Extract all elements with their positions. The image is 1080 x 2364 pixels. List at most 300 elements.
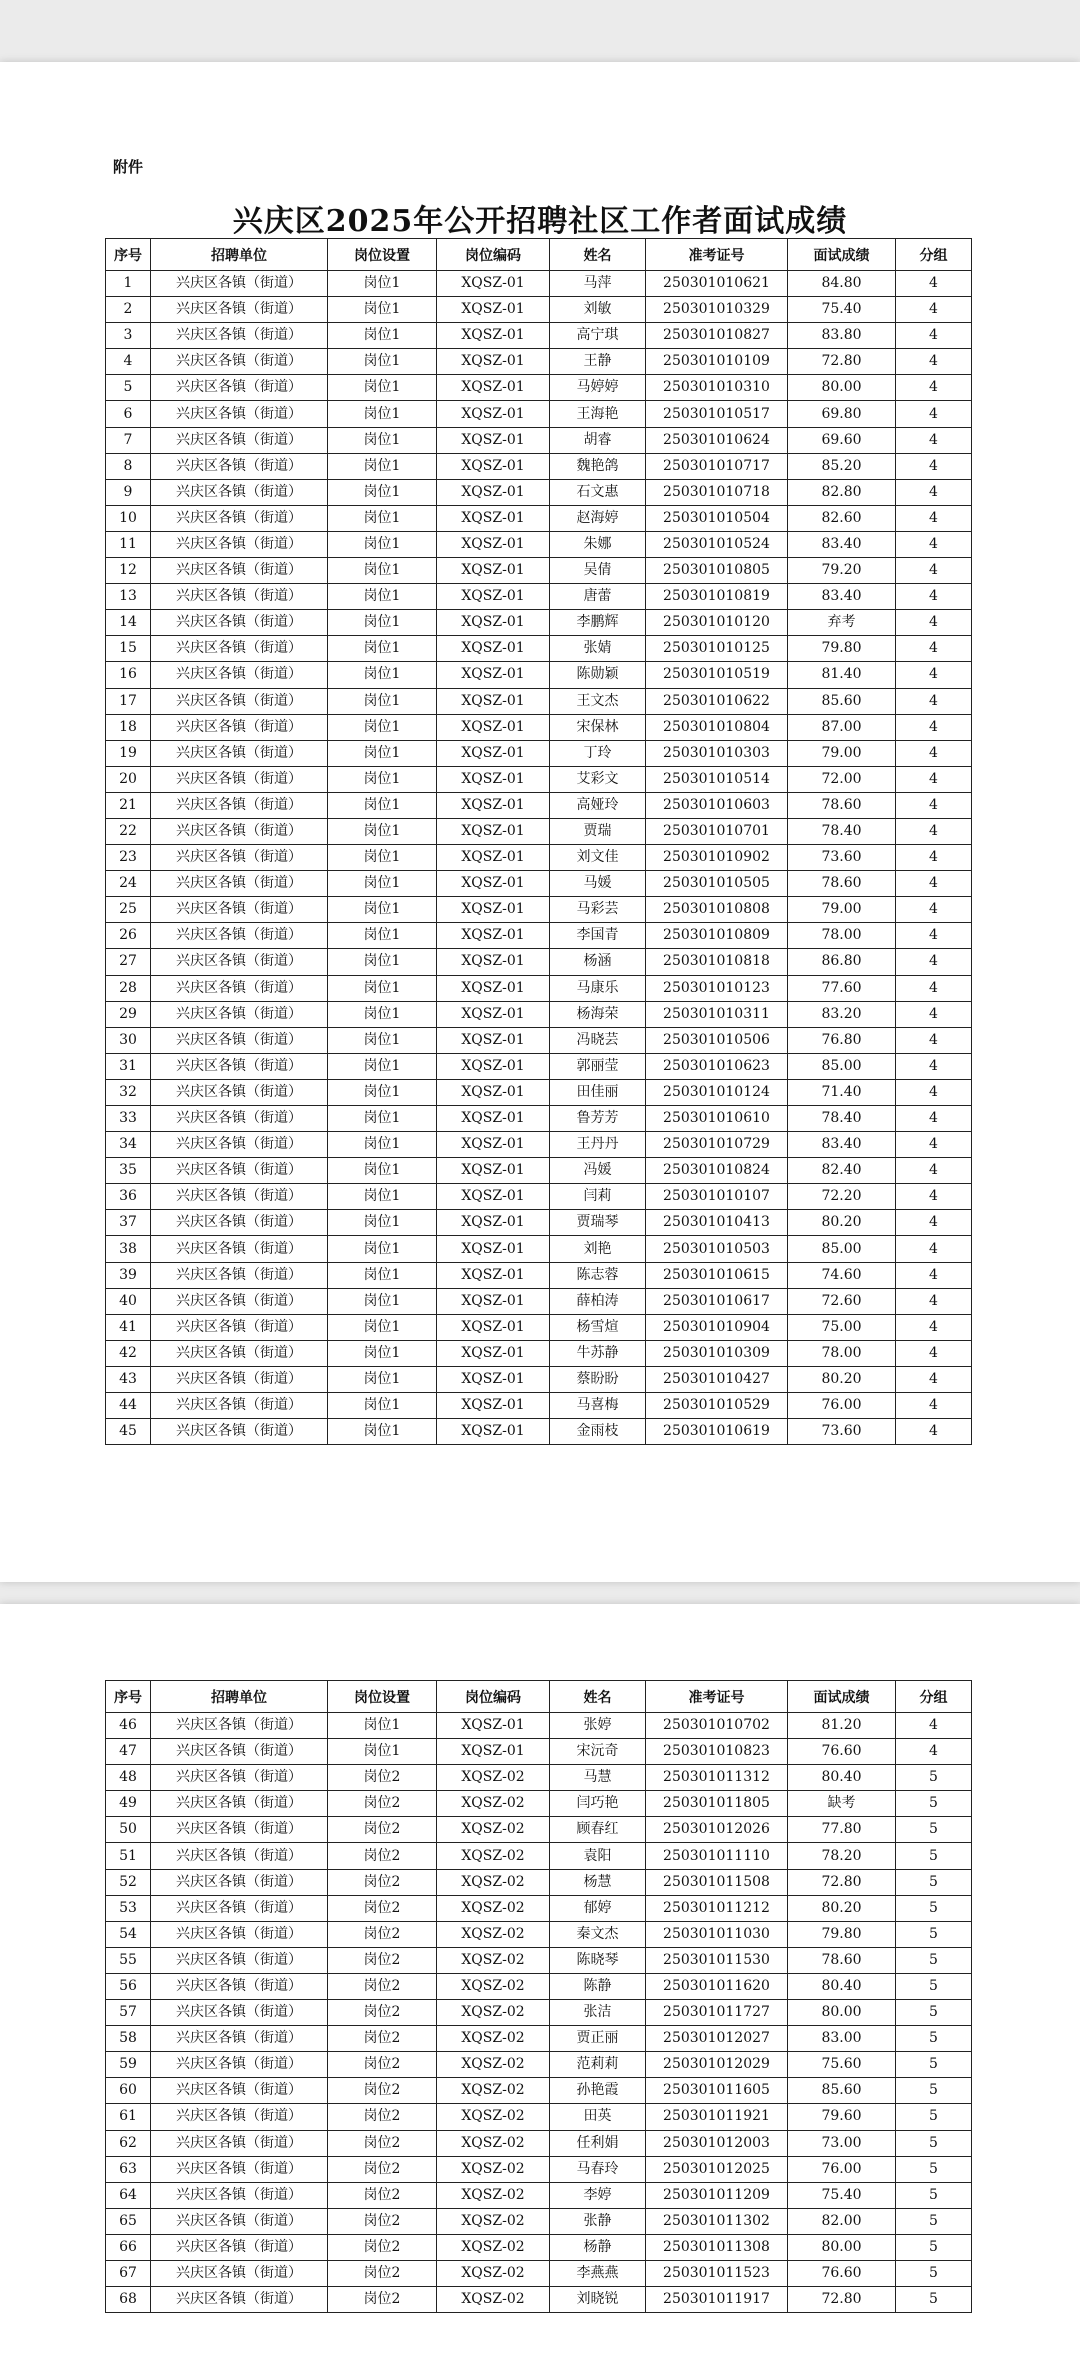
col-unit: 兴庆区各镇（街道） — [151, 610, 328, 636]
col-group: 4 — [896, 505, 972, 531]
col-unit: 兴庆区各镇（街道） — [151, 1027, 328, 1053]
col-unit: 兴庆区各镇（街道） — [151, 1184, 328, 1210]
col-position-code: XQSZ-01 — [437, 871, 550, 897]
col-name: 陈静 — [550, 1973, 646, 1999]
col-score: 78.40 — [788, 1106, 896, 1132]
col-position: 岗位1 — [328, 1262, 437, 1288]
col-unit: 兴庆区各镇（街道） — [151, 1817, 328, 1843]
col-exam-number: 250301010107 — [646, 1184, 788, 1210]
col-position: 岗位1 — [328, 1210, 437, 1236]
col-group: 4 — [896, 297, 972, 323]
col-unit: 兴庆区各镇（街道） — [151, 2260, 328, 2286]
col-exam-number: 250301010123 — [646, 975, 788, 1001]
col-index: 66 — [106, 2234, 151, 2260]
table-row — [106, 1895, 972, 1921]
col-unit: 兴庆区各镇（街道） — [151, 1340, 328, 1366]
col-position-code: XQSZ-01 — [437, 662, 550, 688]
col-name: 蔡盼盼 — [550, 1366, 646, 1392]
col-exam-number: 250301010125 — [646, 636, 788, 662]
col-position: 岗位2 — [328, 1895, 437, 1921]
col-index: 44 — [106, 1393, 151, 1419]
col-group: 4 — [896, 1027, 972, 1053]
table-row — [106, 845, 972, 871]
col-index: 24 — [106, 871, 151, 897]
table-row — [106, 1053, 972, 1079]
col-score: 73.60 — [788, 845, 896, 871]
col-position-code: XQSZ-01 — [437, 1079, 550, 1105]
header-col-score: 面试成绩 — [788, 1681, 896, 1713]
col-group: 4 — [896, 1236, 972, 1262]
col-index: 21 — [106, 792, 151, 818]
col-name: 任利娟 — [550, 2130, 646, 2156]
col-unit: 兴庆区各镇（街道） — [151, 1314, 328, 1340]
table-row — [106, 818, 972, 844]
col-position: 岗位1 — [328, 1739, 437, 1765]
col-unit: 兴庆区各镇（街道） — [151, 2182, 328, 2208]
col-name: 宋沅奇 — [550, 1739, 646, 1765]
col-index: 47 — [106, 1739, 151, 1765]
col-index: 32 — [106, 1079, 151, 1105]
table-row — [106, 2234, 972, 2260]
col-position-code: XQSZ-01 — [437, 1393, 550, 1419]
col-group: 5 — [896, 1817, 972, 1843]
col-unit: 兴庆区各镇（街道） — [151, 2026, 328, 2052]
col-group: 4 — [896, 453, 972, 479]
col-name: 马萍 — [550, 271, 646, 297]
table-row — [106, 2260, 972, 2286]
col-name: 王静 — [550, 349, 646, 375]
col-unit: 兴庆区各镇（街道） — [151, 2208, 328, 2234]
col-unit: 兴庆区各镇（街道） — [151, 453, 328, 479]
col-position: 岗位1 — [328, 1027, 437, 1053]
col-position-code: XQSZ-01 — [437, 1132, 550, 1158]
table-row — [106, 349, 972, 375]
col-position: 岗位2 — [328, 1869, 437, 1895]
col-position-code: XQSZ-01 — [437, 427, 550, 453]
col-unit: 兴庆区各镇（街道） — [151, 818, 328, 844]
col-position: 岗位1 — [328, 610, 437, 636]
col-exam-number: 250301011209 — [646, 2182, 788, 2208]
table-row — [106, 558, 972, 584]
col-name: 秦文杰 — [550, 1921, 646, 1947]
col-position-code: XQSZ-02 — [437, 1843, 550, 1869]
col-group: 4 — [896, 897, 972, 923]
col-index: 7 — [106, 427, 151, 453]
table-row — [106, 2287, 972, 2313]
col-unit: 兴庆区各镇（街道） — [151, 349, 328, 375]
col-name: 杨海荣 — [550, 1001, 646, 1027]
col-unit: 兴庆区各镇（街道） — [151, 1765, 328, 1791]
col-exam-number: 250301011805 — [646, 1791, 788, 1817]
col-position: 岗位1 — [328, 1132, 437, 1158]
col-unit: 兴庆区各镇（街道） — [151, 297, 328, 323]
table-header-row — [106, 239, 972, 271]
col-position: 岗位1 — [328, 740, 437, 766]
col-exam-number: 250301011302 — [646, 2208, 788, 2234]
table-row — [106, 1947, 972, 1973]
col-index: 67 — [106, 2260, 151, 2286]
col-unit: 兴庆区各镇（街道） — [151, 2287, 328, 2313]
col-score: 81.20 — [788, 1713, 896, 1739]
col-score: 82.00 — [788, 2208, 896, 2234]
col-position-code: XQSZ-01 — [437, 1262, 550, 1288]
col-exam-number: 250301011030 — [646, 1921, 788, 1947]
col-index: 52 — [106, 1869, 151, 1895]
col-exam-number: 250301011917 — [646, 2287, 788, 2313]
col-position-code: XQSZ-01 — [437, 349, 550, 375]
col-position: 岗位1 — [328, 1713, 437, 1739]
col-group: 5 — [896, 2078, 972, 2104]
col-position: 岗位2 — [328, 2182, 437, 2208]
col-position-code: XQSZ-01 — [437, 505, 550, 531]
col-group: 5 — [896, 1791, 972, 1817]
col-index: 6 — [106, 401, 151, 427]
col-score: 72.80 — [788, 2287, 896, 2313]
col-score: 80.20 — [788, 1366, 896, 1392]
col-position: 岗位1 — [328, 714, 437, 740]
col-score: 80.20 — [788, 1895, 896, 1921]
table-row — [106, 2130, 972, 2156]
col-group: 4 — [896, 349, 972, 375]
col-index: 11 — [106, 531, 151, 557]
table-row — [106, 1921, 972, 1947]
col-position: 岗位1 — [328, 1288, 437, 1314]
col-position-code: XQSZ-02 — [437, 1791, 550, 1817]
col-score: 85.60 — [788, 688, 896, 714]
col-position-code: XQSZ-02 — [437, 2287, 550, 2313]
table-row — [106, 1262, 972, 1288]
col-position-code: XQSZ-02 — [437, 1895, 550, 1921]
col-unit: 兴庆区各镇（街道） — [151, 1895, 328, 1921]
score-table-page-1 — [105, 238, 972, 1445]
col-score: 83.80 — [788, 323, 896, 349]
col-group: 4 — [896, 1739, 972, 1765]
table-row — [106, 2208, 972, 2234]
col-position-code: XQSZ-01 — [437, 949, 550, 975]
col-group: 4 — [896, 923, 972, 949]
col-score: 83.40 — [788, 1132, 896, 1158]
col-score: 76.80 — [788, 1027, 896, 1053]
col-name: 马喜梅 — [550, 1393, 646, 1419]
col-position: 岗位2 — [328, 2208, 437, 2234]
col-name: 丁玲 — [550, 740, 646, 766]
col-score: 76.00 — [788, 2156, 896, 2182]
col-group: 4 — [896, 1314, 972, 1340]
table-row — [106, 1132, 972, 1158]
col-position: 岗位1 — [328, 1158, 437, 1184]
col-group: 4 — [896, 1419, 972, 1445]
col-exam-number: 250301010701 — [646, 818, 788, 844]
col-unit: 兴庆区各镇（街道） — [151, 1366, 328, 1392]
col-position: 岗位1 — [328, 1419, 437, 1445]
col-position: 岗位1 — [328, 1236, 437, 1262]
col-position: 岗位1 — [328, 401, 437, 427]
col-index: 31 — [106, 1053, 151, 1079]
table-row — [106, 1027, 972, 1053]
col-position: 岗位2 — [328, 1791, 437, 1817]
col-exam-number: 250301010617 — [646, 1288, 788, 1314]
col-position: 岗位1 — [328, 1314, 437, 1340]
col-index: 13 — [106, 584, 151, 610]
col-score: 85.00 — [788, 1053, 896, 1079]
col-name: 马彩芸 — [550, 897, 646, 923]
header-col-group: 分组 — [896, 239, 972, 271]
col-unit: 兴庆区各镇（街道） — [151, 1053, 328, 1079]
col-position: 岗位2 — [328, 2234, 437, 2260]
col-position-code: XQSZ-01 — [437, 1184, 550, 1210]
table-row — [106, 740, 972, 766]
col-position-code: XQSZ-01 — [437, 1366, 550, 1392]
col-index: 38 — [106, 1236, 151, 1262]
col-position: 岗位1 — [328, 1366, 437, 1392]
col-index: 26 — [106, 923, 151, 949]
col-position: 岗位1 — [328, 297, 437, 323]
col-exam-number: 250301011605 — [646, 2078, 788, 2104]
col-index: 43 — [106, 1366, 151, 1392]
col-index: 33 — [106, 1106, 151, 1132]
col-position-code: XQSZ-01 — [437, 1340, 550, 1366]
col-name: 张洁 — [550, 2000, 646, 2026]
col-name: 马春玲 — [550, 2156, 646, 2182]
col-group: 4 — [896, 688, 972, 714]
col-position-code: XQSZ-01 — [437, 1106, 550, 1132]
col-group: 5 — [896, 1843, 972, 1869]
col-name: 闫莉 — [550, 1184, 646, 1210]
col-unit: 兴庆区各镇（街道） — [151, 1973, 328, 1999]
table-row — [106, 271, 972, 297]
col-unit: 兴庆区各镇（街道） — [151, 1393, 328, 1419]
col-position: 岗位1 — [328, 845, 437, 871]
col-group: 4 — [896, 845, 972, 871]
col-score: 69.60 — [788, 427, 896, 453]
col-score: 79.60 — [788, 2104, 896, 2130]
table-row — [106, 2182, 972, 2208]
col-position: 岗位2 — [328, 1947, 437, 1973]
col-index: 62 — [106, 2130, 151, 2156]
col-score: 78.00 — [788, 923, 896, 949]
table-row — [106, 2000, 972, 2026]
col-exam-number: 250301010519 — [646, 662, 788, 688]
col-exam-number: 250301010804 — [646, 714, 788, 740]
table-row — [106, 2026, 972, 2052]
col-position: 岗位1 — [328, 662, 437, 688]
col-position-code: XQSZ-01 — [437, 1027, 550, 1053]
col-score: 80.40 — [788, 1765, 896, 1791]
col-position: 岗位1 — [328, 531, 437, 557]
col-unit: 兴庆区各镇（街道） — [151, 871, 328, 897]
col-position-code: XQSZ-01 — [437, 636, 550, 662]
col-position-code: XQSZ-01 — [437, 1236, 550, 1262]
col-name: 杨雪煊 — [550, 1314, 646, 1340]
col-unit: 兴庆区各镇（街道） — [151, 1262, 328, 1288]
col-unit: 兴庆区各镇（街道） — [151, 584, 328, 610]
col-unit: 兴庆区各镇（街道） — [151, 636, 328, 662]
col-position-code: XQSZ-02 — [437, 1869, 550, 1895]
col-name: 田英 — [550, 2104, 646, 2130]
table-row — [106, 897, 972, 923]
col-unit: 兴庆区各镇（街道） — [151, 845, 328, 871]
col-group: 4 — [896, 1106, 972, 1132]
col-exam-number: 250301011508 — [646, 1869, 788, 1895]
col-index: 36 — [106, 1184, 151, 1210]
col-index: 16 — [106, 662, 151, 688]
col-position: 岗位1 — [328, 558, 437, 584]
col-position: 岗位2 — [328, 1817, 437, 1843]
col-group: 4 — [896, 1262, 972, 1288]
header-col-exam-number: 准考证号 — [646, 239, 788, 271]
table-row — [106, 1817, 972, 1843]
table-row — [106, 1340, 972, 1366]
col-exam-number: 250301010809 — [646, 923, 788, 949]
col-position: 岗位1 — [328, 584, 437, 610]
col-group: 4 — [896, 766, 972, 792]
col-name: 魏艳鸽 — [550, 453, 646, 479]
col-index: 30 — [106, 1027, 151, 1053]
col-score: 77.60 — [788, 975, 896, 1001]
col-unit: 兴庆区各镇（街道） — [151, 2156, 328, 2182]
col-group: 5 — [896, 1973, 972, 1999]
table-header-row — [106, 1681, 972, 1713]
header-col-exam-number: 准考证号 — [646, 1681, 788, 1713]
col-name: 贾瑞 — [550, 818, 646, 844]
col-group: 4 — [896, 1053, 972, 1079]
col-position-code: XQSZ-01 — [437, 897, 550, 923]
col-group: 4 — [896, 610, 972, 636]
table-row — [106, 505, 972, 531]
col-exam-number: 250301010805 — [646, 558, 788, 584]
col-group: 4 — [896, 1340, 972, 1366]
col-position: 岗位1 — [328, 505, 437, 531]
col-index: 22 — [106, 818, 151, 844]
col-name: 李鹏辉 — [550, 610, 646, 636]
table-row — [106, 2104, 972, 2130]
col-unit: 兴庆区各镇（街道） — [151, 375, 328, 401]
col-position-code: XQSZ-01 — [437, 1053, 550, 1079]
col-position: 岗位2 — [328, 2000, 437, 2026]
col-unit: 兴庆区各镇（街道） — [151, 1158, 328, 1184]
col-position-code: XQSZ-02 — [437, 1817, 550, 1843]
col-position-code: XQSZ-02 — [437, 2156, 550, 2182]
col-position-code: XQSZ-01 — [437, 558, 550, 584]
col-position-code: XQSZ-01 — [437, 610, 550, 636]
col-group: 4 — [896, 558, 972, 584]
col-name: 陈勋颖 — [550, 662, 646, 688]
col-name: 李国青 — [550, 923, 646, 949]
col-exam-number: 250301010819 — [646, 584, 788, 610]
col-index: 28 — [106, 975, 151, 1001]
col-score: 84.80 — [788, 271, 896, 297]
col-score: 78.60 — [788, 792, 896, 818]
col-group: 5 — [896, 2156, 972, 2182]
col-unit: 兴庆区各镇（街道） — [151, 1132, 328, 1158]
col-exam-number: 250301010514 — [646, 766, 788, 792]
col-score: 76.60 — [788, 2260, 896, 2286]
col-position: 岗位2 — [328, 2287, 437, 2313]
col-unit: 兴庆区各镇（街道） — [151, 2052, 328, 2078]
col-exam-number: 250301012029 — [646, 2052, 788, 2078]
header-col-group: 分组 — [896, 1681, 972, 1713]
table-row — [106, 923, 972, 949]
header-col-score: 面试成绩 — [788, 239, 896, 271]
col-name: 李燕燕 — [550, 2260, 646, 2286]
col-position-code: XQSZ-01 — [437, 1001, 550, 1027]
col-position-code: XQSZ-02 — [437, 1765, 550, 1791]
document-title: 兴庆区2025年公开招聘社区工作者面试成绩 — [232, 204, 848, 239]
col-position-code: XQSZ-01 — [437, 740, 550, 766]
col-score: 79.20 — [788, 558, 896, 584]
col-name: 薛柏涛 — [550, 1288, 646, 1314]
col-group: 4 — [896, 271, 972, 297]
col-exam-number: 250301010329 — [646, 297, 788, 323]
col-name: 贾正丽 — [550, 2026, 646, 2052]
col-index: 10 — [106, 505, 151, 531]
col-score: 73.00 — [788, 2130, 896, 2156]
col-score: 75.00 — [788, 1314, 896, 1340]
col-position: 岗位1 — [328, 975, 437, 1001]
col-score: 79.00 — [788, 897, 896, 923]
col-name: 石文惠 — [550, 479, 646, 505]
score-table-page-2 — [105, 1680, 972, 2313]
col-group: 4 — [896, 323, 972, 349]
col-unit: 兴庆区各镇（街道） — [151, 1739, 328, 1765]
col-score: 85.60 — [788, 2078, 896, 2104]
col-exam-number: 250301010621 — [646, 271, 788, 297]
col-position: 岗位1 — [328, 688, 437, 714]
col-unit: 兴庆区各镇（街道） — [151, 766, 328, 792]
col-score: 87.00 — [788, 714, 896, 740]
table-row — [106, 1419, 972, 1445]
col-exam-number: 250301010717 — [646, 453, 788, 479]
col-unit: 兴庆区各镇（街道） — [151, 1713, 328, 1739]
col-exam-number: 250301010824 — [646, 1158, 788, 1184]
col-name: 闫巧艳 — [550, 1791, 646, 1817]
col-position-code: XQSZ-01 — [437, 1314, 550, 1340]
col-name: 王丹丹 — [550, 1132, 646, 1158]
col-name: 袁阳 — [550, 1843, 646, 1869]
table-row — [106, 2156, 972, 2182]
table-row — [106, 688, 972, 714]
col-unit: 兴庆区各镇（街道） — [151, 714, 328, 740]
col-position-code: XQSZ-02 — [437, 1973, 550, 1999]
col-exam-number: 250301012027 — [646, 2026, 788, 2052]
table-row — [106, 766, 972, 792]
table-row — [106, 610, 972, 636]
col-index: 53 — [106, 1895, 151, 1921]
col-score: 69.80 — [788, 401, 896, 427]
col-position: 岗位2 — [328, 1765, 437, 1791]
table-row — [106, 427, 972, 453]
col-group: 4 — [896, 584, 972, 610]
col-name: 陈晓琴 — [550, 1947, 646, 1973]
col-position-code: XQSZ-02 — [437, 2026, 550, 2052]
col-name: 张婧 — [550, 636, 646, 662]
col-exam-number: 250301010603 — [646, 792, 788, 818]
col-position-code: XQSZ-01 — [437, 1713, 550, 1739]
col-position-code: XQSZ-01 — [437, 375, 550, 401]
col-name: 赵海婷 — [550, 505, 646, 531]
col-exam-number: 250301010808 — [646, 897, 788, 923]
col-name: 马康乐 — [550, 975, 646, 1001]
col-position: 岗位1 — [328, 871, 437, 897]
col-position-code: XQSZ-01 — [437, 297, 550, 323]
col-index: 12 — [106, 558, 151, 584]
col-position-code: XQSZ-01 — [437, 401, 550, 427]
col-unit: 兴庆区各镇（街道） — [151, 2234, 328, 2260]
col-score: 75.40 — [788, 297, 896, 323]
col-name: 王海艳 — [550, 401, 646, 427]
col-index: 3 — [106, 323, 151, 349]
table-row — [106, 401, 972, 427]
